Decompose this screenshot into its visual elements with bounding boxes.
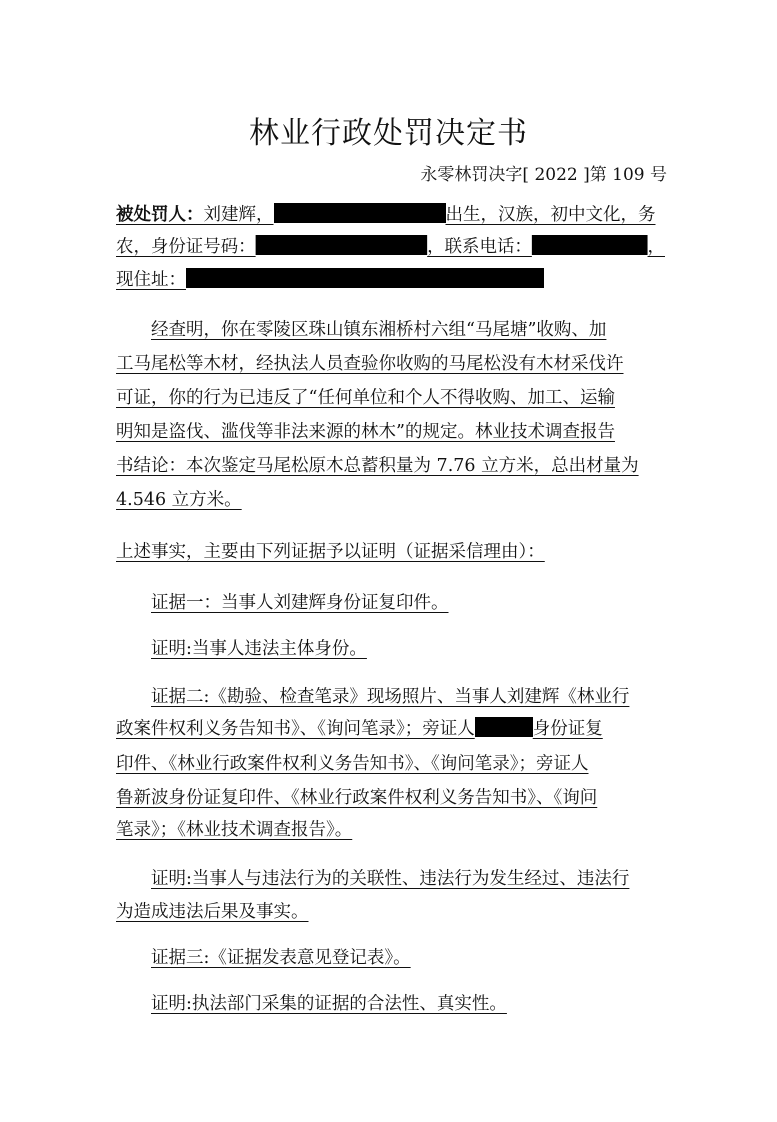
evidence-intro: 上述事实，主要由下列证据予以证明（证据采信理由）： [116,542,545,562]
facts-line: 明知是盗伐、滥伐等非法来源的林木”的规定。林业技术调查报告 [116,422,615,442]
phone-label: ，联系电话： [427,237,532,257]
redacted-birth-date [274,203,446,223]
evidence-2-line2-end: 身份证复 [532,719,603,739]
id-label: 农，身份证号码： [116,237,256,257]
party-line-3 [116,268,552,296]
evidence-2-line [116,717,603,745]
redacted-address [186,268,544,288]
facts-line: 工马尾松等木材，经执法人员查验你收购的马尾松没有木材采伐许 [116,354,624,374]
evidence-1: 证据一：当事人刘建辉身份证复印件。 [151,593,449,613]
document-title: 林业行政处罚决定书 [249,116,528,151]
evidence-2-line: 印件、《林业行政案件权利义务告知书》、《询问笔录》；旁证人 [116,754,589,774]
evidence-3: 证据三:《证据发表意见登记表》。 [151,948,411,968]
proof-2-line: 为造成违法后果及事实。 [116,902,309,922]
proof-2-line: 证明:当事人与违法行为的关联性、违法行为发生经过、违法行 [151,869,630,889]
evidence-2-line: 证据二:《勘验、检查笔录》现场照片、当事人刘建辉《林业行 [151,687,630,707]
address-label: 现住址： [116,270,186,290]
party-line-1 [116,203,656,231]
facts-line: 4.546 立方米。 [116,490,242,510]
party-birth-suffix: 出生，汉族，初中文化，务 [445,205,656,225]
facts-line: 经查明，你在零陵区珠山镇东湘桥村六组“马尾塘”收购、加 [151,320,607,340]
proof-1: 证明:当事人违法主体身份。 [151,639,367,659]
evidence-2-line: 鲁新波身份证复印件、《林业行政案件权利义务告知书》、《询问 [116,788,598,808]
redacted-witness-name [475,717,533,737]
party-label: 被处罚人： [116,205,204,225]
facts-line: 书结论：本次鉴定马尾松原木总蓄积量为 7.76 立方米，总出材量为 [116,456,639,476]
redacted-phone [532,235,648,255]
party-line2-end: ， [647,237,665,257]
evidence-2-line2-start: 政案件权利义务告知书》、《询问笔录》；旁证人 [116,719,475,739]
redacted-id-number [256,235,428,255]
proof-3: 证明:执法部门采集的证据的合法性、真实性。 [151,994,507,1014]
facts-line: 可证，你的行为已违反了“任何单位和个人不得收购、加工、运输 [116,388,615,408]
party-line-2 [116,235,665,263]
document-number: 永零林罚决字[ 2022 ]第 109 号 [420,165,667,185]
party-name: 刘建辉， [203,205,274,225]
evidence-2-line: 笔录》；《林业技术调查报告》。 [116,820,353,840]
